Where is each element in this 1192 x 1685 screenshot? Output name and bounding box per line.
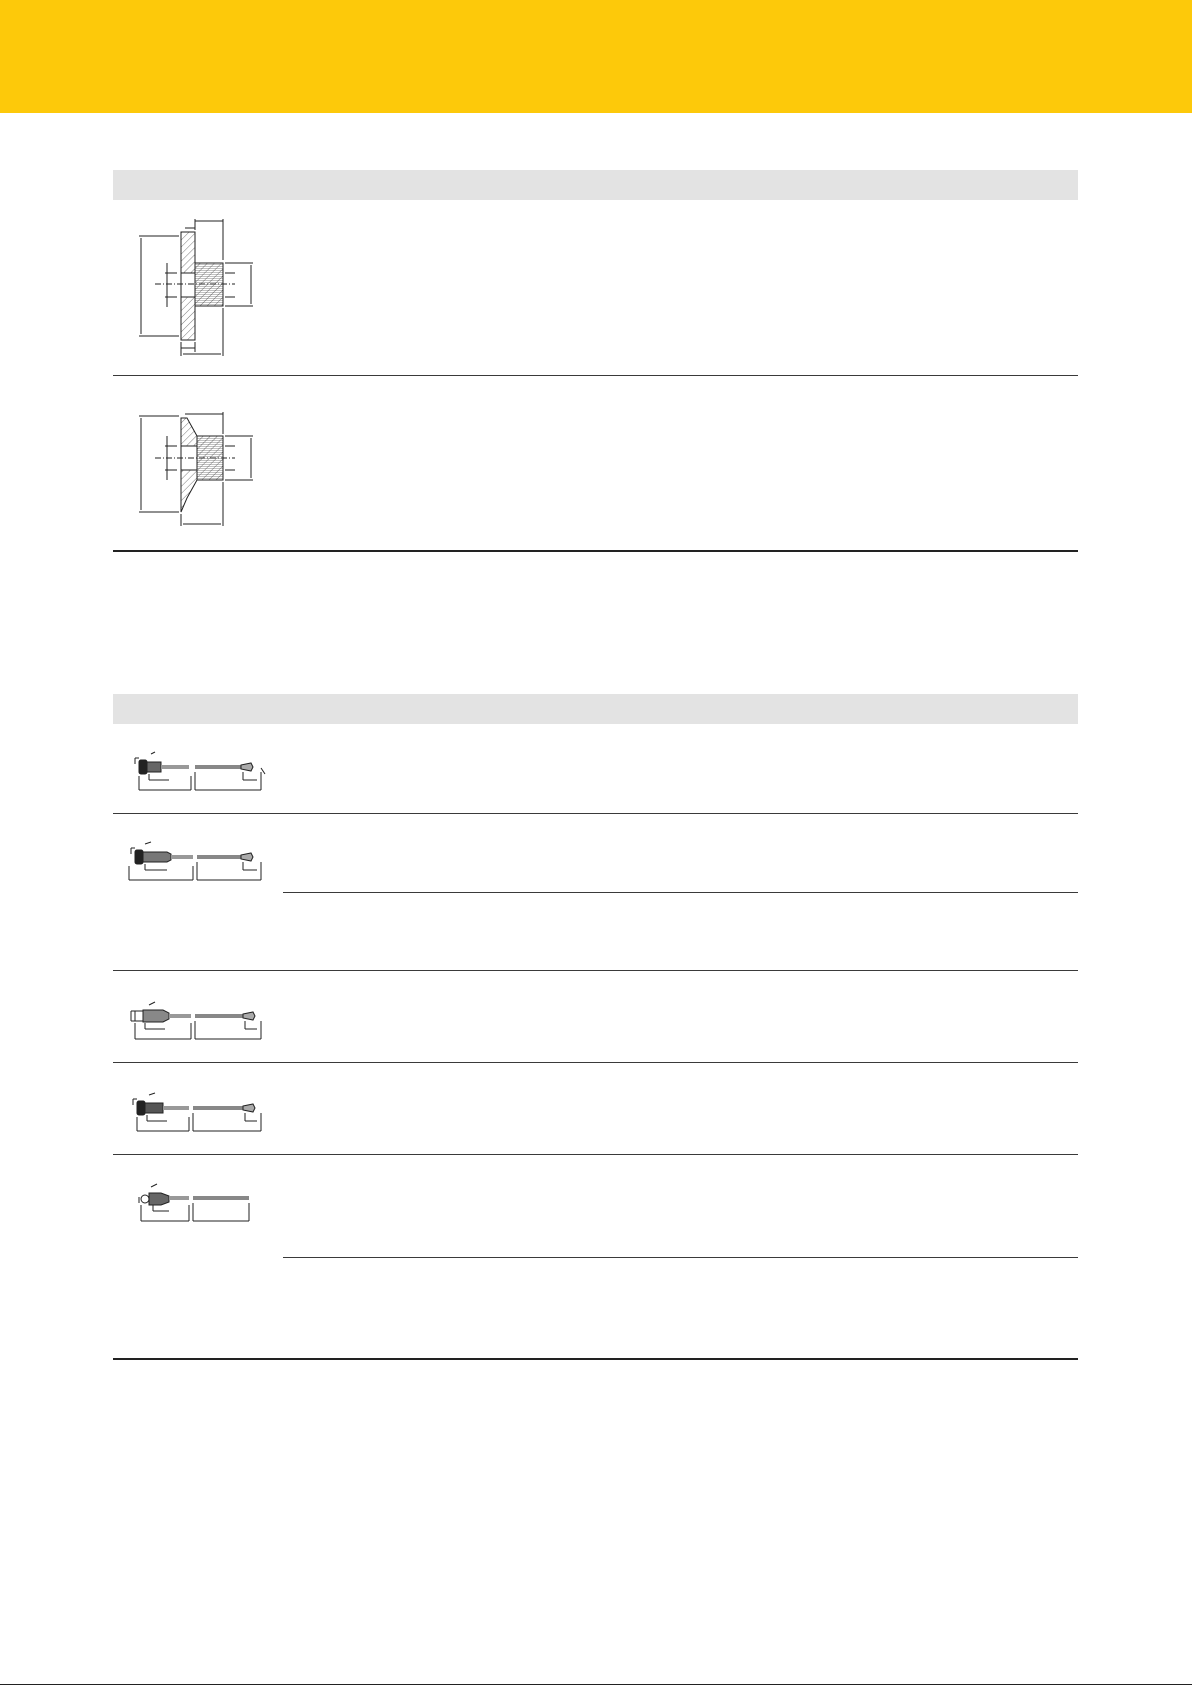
table-row xyxy=(113,1155,1078,1360)
description-cell xyxy=(283,971,623,1062)
flange-adapter-stepped-drawing xyxy=(125,218,255,358)
drawing-cell xyxy=(113,1063,283,1154)
table-row xyxy=(113,971,1078,1063)
brand-color-band xyxy=(0,0,1192,113)
details-cell xyxy=(623,724,1078,813)
cable-connector-angled-drawing xyxy=(133,750,273,798)
description-cell xyxy=(283,200,623,375)
connection-accessories-table xyxy=(113,694,1078,1360)
drawing-cell xyxy=(113,724,283,813)
mounting-accessories-table xyxy=(113,170,1078,552)
drawing-cell xyxy=(113,814,283,970)
drawing-cell xyxy=(113,971,283,1062)
table-header xyxy=(113,694,1078,724)
table-row xyxy=(113,1063,1078,1155)
table-row xyxy=(113,814,1078,971)
description-cell xyxy=(283,724,623,813)
table-row xyxy=(113,376,1078,552)
description-cell xyxy=(283,1063,623,1154)
details-cell xyxy=(623,376,1078,550)
table-header xyxy=(113,170,1078,200)
cable-connector-straight-drawing xyxy=(129,999,269,1047)
row-divider xyxy=(283,1257,1078,1258)
description-cell xyxy=(283,376,623,550)
details-cell xyxy=(623,1063,1078,1154)
cable-connector-angled-short-drawing xyxy=(129,1091,269,1139)
drawing-cell xyxy=(113,1155,283,1358)
table-row xyxy=(113,200,1078,376)
details-cell xyxy=(623,200,1078,375)
cable-connector-angled-long-drawing xyxy=(127,840,267,888)
drawing-cell xyxy=(113,200,283,375)
details-cell xyxy=(623,971,1078,1062)
flange-adapter-tapered-drawing xyxy=(125,408,255,528)
row-divider xyxy=(283,892,1078,893)
drawing-cell xyxy=(113,376,283,550)
table-row xyxy=(113,724,1078,814)
cable-connector-open-end-drawing xyxy=(135,1181,265,1229)
